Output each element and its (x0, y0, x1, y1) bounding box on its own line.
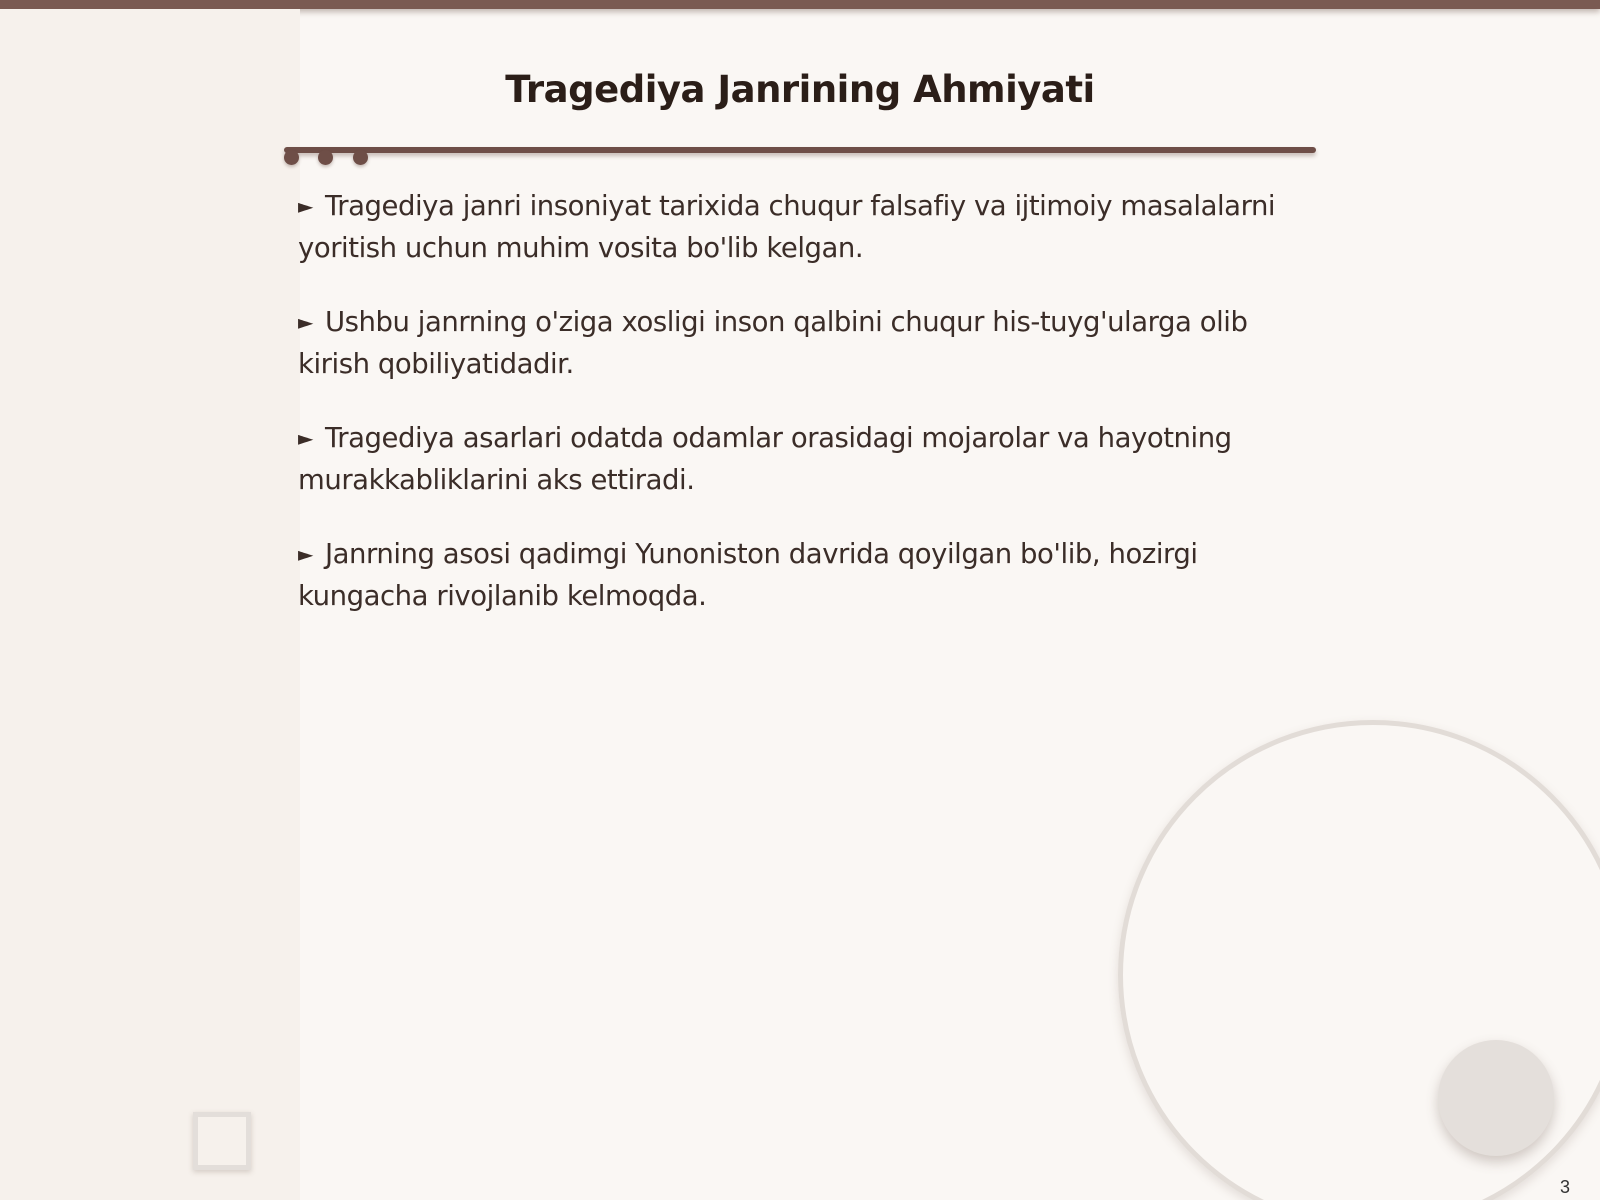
divider-dot (284, 150, 299, 165)
triangle-bullet-icon: ► (298, 542, 313, 566)
bullet-list (298, 186, 1308, 650)
top-accent-band (0, 0, 1600, 9)
bullet-text: Ushbu janrning o'ziga xosligi inson qalbini chuqur his-tuyg'ularga olib kirish qobiliyatidadir. (298, 306, 1248, 380)
slide-title: Tragediya Janrining Ahmiyati (505, 68, 1095, 111)
bullet-text: Tragediya janri insoniyat tarixida chuqur falsafiy va ijtimoiy masalalarni yoritish uchun muhim vosita bo'lib kelgan. (298, 190, 1276, 264)
decorative-circle (1438, 1040, 1554, 1156)
page-number: 3 (1559, 1177, 1570, 1197)
title-divider-line (284, 147, 1316, 153)
bullet-item (298, 186, 1308, 268)
decorative-square (193, 1112, 251, 1170)
triangle-bullet-icon: ► (298, 426, 313, 450)
bullet-item (298, 534, 1308, 616)
divider-dot (318, 150, 333, 165)
bullet-item (298, 418, 1308, 500)
triangle-bullet-icon: ► (298, 310, 313, 334)
bullet-item (298, 302, 1308, 384)
triangle-bullet-icon: ► (298, 194, 313, 218)
divider-dot (353, 150, 368, 165)
left-panel (0, 9, 300, 1200)
bullet-text: Janrning asosi qadimgi Yunoniston davrida qoyilgan bo'lib, hozirgi kungacha rivojlanib kelmoqda. (298, 538, 1198, 612)
bullet-text: Tragediya asarlari odatda odamlar orasidagi mojarolar va hayotning murakkabliklarini aks ettiradi. (298, 422, 1232, 496)
